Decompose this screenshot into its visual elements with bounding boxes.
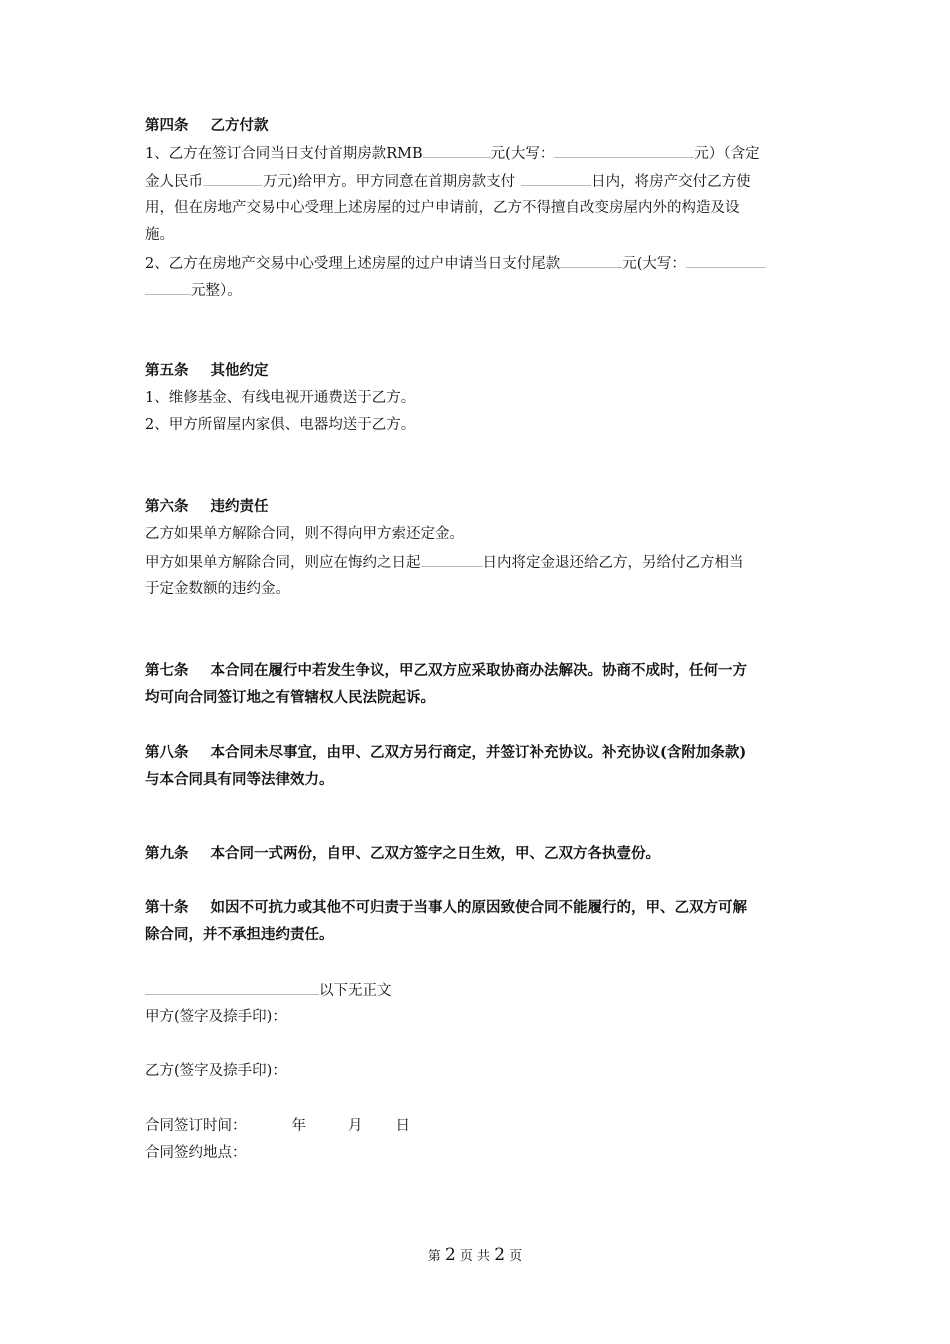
article-number: 第九条	[145, 845, 189, 862]
text: 金人民币	[145, 174, 203, 190]
no-more-text-line	[145, 980, 392, 1001]
blank-field	[421, 552, 483, 567]
article-5-line-1: 1、维修基金、有线电视开通费送于乙方。	[145, 390, 416, 406]
day-label: 日	[395, 1118, 410, 1134]
article-number: 第八条	[145, 744, 189, 761]
year-label: 年	[291, 1118, 306, 1134]
total-page-number: 2	[494, 1245, 506, 1265]
blank-field	[686, 253, 766, 268]
article-number: 第十条	[145, 899, 189, 916]
sign-time	[145, 1116, 410, 1136]
blank-field	[560, 253, 622, 268]
article-6-line-3: 于定金数额的违约金。	[145, 581, 290, 597]
footer-text: 页 共	[459, 1249, 491, 1264]
sign-place: 合同签约地点：	[145, 1145, 247, 1161]
article-6-heading	[145, 497, 269, 517]
article-7-line-2: 均可向合同签订地之有管辖权人民法院起诉。	[145, 689, 435, 706]
article-5-heading	[145, 361, 269, 381]
sign-time-label: 合同签订时间：	[145, 1118, 247, 1134]
article-4-line-4: 施。	[145, 227, 174, 243]
text: 元整）。	[191, 283, 242, 299]
article-6-line-1: 乙方如果单方解除合同，则不得向甲方索还定金。	[145, 526, 464, 542]
article-title: 其他约定	[210, 362, 269, 379]
article-title: 违约责任	[210, 498, 269, 515]
footer-text: 页	[509, 1249, 523, 1264]
article-7-line-1	[145, 661, 747, 681]
article-title: 乙方付款	[210, 117, 269, 134]
article-number: 第五条	[145, 362, 189, 379]
article-5-line-2: 2、甲方所留屋内家俱、电器均送于乙方。	[145, 417, 416, 433]
text: 1、乙方在签订合同当日支付首期房款RMB	[145, 146, 423, 162]
article-8-line-2: 与本合同具有同等法律效力。	[145, 771, 334, 788]
article-number: 第四条	[145, 117, 189, 134]
article-number: 第六条	[145, 498, 189, 515]
text: 2、乙方在房地产交易中心受理上述房屋的过户申请当日支付尾款	[145, 256, 561, 272]
text: 日内，将房产交付乙方使	[591, 174, 751, 190]
page-footer	[0, 1245, 950, 1265]
blank-field	[423, 143, 491, 158]
text: 甲方如果单方解除合同，则应在悔约之日起	[145, 555, 421, 571]
text: 元(大写：	[490, 146, 555, 162]
text: 如因不可抗力或其他不可归责于当事人的原因致使合同不能履行的，甲、乙双方可解	[210, 899, 747, 916]
blank-field	[554, 143, 694, 158]
text: 元(大写：	[622, 256, 686, 272]
article-4-line-3: 用，但在房地产交易中心受理上述房屋的过户申请前，乙方不得擅自改变房屋内外的构造及设	[145, 200, 740, 216]
blank-field	[145, 280, 191, 295]
text: 本合同未尽事宜，由甲、乙双方另行商定，并签订补充协议。补充协议(含附加条款)	[210, 744, 747, 761]
month-label: 月	[348, 1118, 363, 1134]
article-4-line-2	[145, 171, 751, 192]
text: 万元)给甲方。甲方同意在首期房款支付	[263, 174, 516, 190]
text: 元）（含定	[694, 146, 760, 162]
text: 本合同在履行中若发生争议，甲乙双方应采取协商办法解决。协商不成时，任何一方	[210, 662, 747, 679]
article-8-line-1	[145, 743, 746, 763]
blank-field	[521, 171, 591, 186]
party-b-signature: 乙方(签字及捺手印)：	[145, 1063, 287, 1079]
blank-line	[145, 980, 319, 995]
party-a-signature: 甲方(签字及捺手印)：	[145, 1009, 287, 1025]
text: 本合同一式两份，自甲、乙双方签字之日生效，甲、乙双方各执壹份。	[210, 845, 660, 862]
article-9-line-1	[145, 844, 660, 864]
article-4-line-1	[145, 143, 760, 164]
article-4-heading	[145, 116, 269, 136]
article-10-line-2: 除合同，并不承担违约责任。	[145, 926, 334, 943]
no-more-text: 以下无正文	[319, 983, 392, 999]
article-number: 第七条	[145, 662, 189, 679]
text: 日内将定金退还给乙方，另给付乙方相当	[482, 555, 744, 571]
article-4-line-6	[145, 280, 242, 301]
article-6-line-2	[145, 552, 744, 573]
article-4-line-5	[145, 253, 766, 274]
blank-field	[203, 171, 263, 186]
current-page-number: 2	[444, 1245, 456, 1265]
footer-text: 第	[427, 1249, 441, 1264]
article-10-line-1	[145, 898, 747, 918]
